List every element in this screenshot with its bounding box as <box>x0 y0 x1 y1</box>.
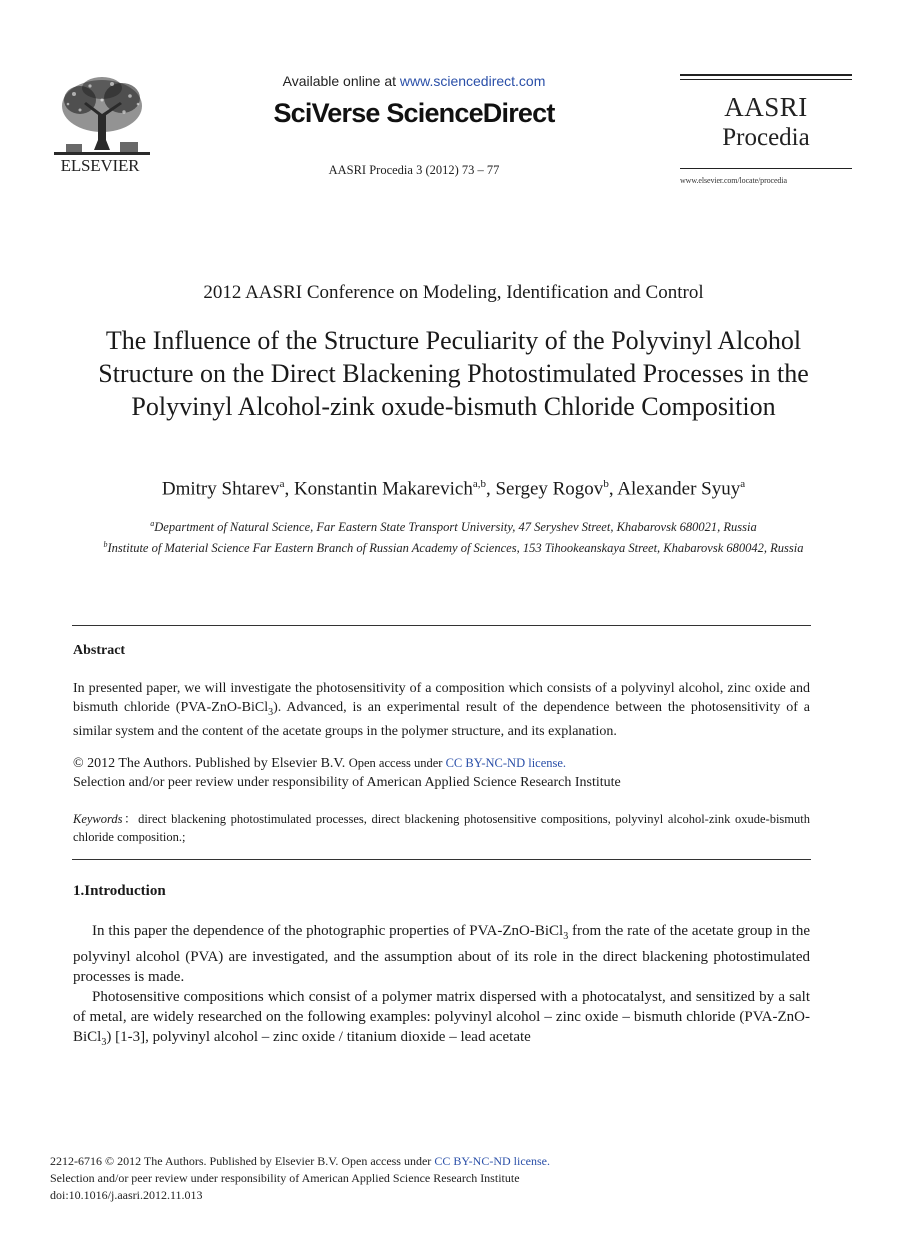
abstract-text-part: In presented paper, we will investigate the photosensitivity of a composition which consists of a polyvinyl alcohol, zinc oxide and bismuth chloride (PVA-ZnO-BiCl <box>73 681 810 715</box>
journal-logo-rule-top-thin <box>680 79 852 80</box>
author-name: Dmitry Shtarev <box>161 478 280 500</box>
footer-license-link[interactable]: CC BY-NC-ND license. <box>434 1154 550 1168</box>
paragraph <box>73 921 810 987</box>
platform-logo: SciVerse ScienceDirect <box>273 98 555 128</box>
affiliation-text: Department of Natural Science, Far Eastern State Transport University, 47 Seryshev Street, Khabarovsk 680021, Russia <box>154 520 757 535</box>
author-affiliation-mark: a <box>279 478 285 490</box>
abstract-text-part: ). Advanced, is an experimental result of the dependence between the photosensitivity of a similar system and the content of the acetate groups in the polymer structure, and its explanation. <box>73 700 811 739</box>
journal-reference: AASRI Procedia 3 (2012) 73 – 77 <box>328 163 500 177</box>
footer-doi[interactable]: doi:10.1016/j.aasri.2012.11.013 <box>50 1188 203 1202</box>
open-access-text: Open access under <box>348 756 446 770</box>
page-footer <box>50 1153 750 1204</box>
affiliation <box>80 536 827 557</box>
abstract-heading: Abstract <box>73 643 126 658</box>
affiliation <box>80 515 827 536</box>
paragraph-text: ) [1-3], polyvinyl alcohol – zinc oxide / titanium dioxide – lead acetate <box>106 1029 531 1045</box>
affiliation-mark: a <box>150 519 155 528</box>
footer-copyright-line <box>50 1153 750 1170</box>
paragraph-text: Photosensitive compositions which consist of a polymer matrix dispersed with a photocatalyst, and sensitized by a salt of metal, are widely researched on the following examples: polyvinyl alcohol – zinc oxide – bismuth chloride (PVA-ZnO-BiCl <box>73 989 810 1045</box>
copyright-line <box>73 754 810 773</box>
abstract-body <box>73 679 810 741</box>
available-prefix: Available online at <box>282 73 400 89</box>
keywords-label: Keywords <box>73 812 123 826</box>
sciencedirect-link[interactable]: www.sciencedirect.com <box>399 73 546 89</box>
paragraph-text: from the rate of the acetate group in the polyvinyl alcohol (PVA) are investigated, and the assumption about of its role in the direct blackening photostimulated processes is made. <box>73 923 810 985</box>
author-list: Dmitry Shtarev$^a$, Konstantin Makarevich$^{a,b}$, Sergey Rogov$^b$, Alexander Syuy$^a$ <box>161 478 746 500</box>
subscript: 3 <box>563 931 569 942</box>
keywords-text: direct blackening photostimulated processes, direct blackening photosensitive compositions, polyvinyl alcohol-zink oxude-bismuth chloride composition.; <box>73 812 810 844</box>
available-online-line <box>180 73 648 89</box>
author-affiliation-mark: a <box>740 478 746 490</box>
journal-logo-box <box>680 74 852 172</box>
affiliation-list <box>80 515 827 557</box>
keywords-block <box>73 810 810 846</box>
subscript: 3 <box>101 1037 107 1048</box>
peer-review-statement: Selection and/or peer review under responsibility of American Applied Science Research Institute <box>73 775 621 790</box>
abstract-top-rule <box>72 625 811 626</box>
section-heading: 1.Introduction <box>73 883 166 899</box>
paragraph-text: In this paper the dependence of the photographic properties of PVA-ZnO-BiCl <box>92 923 564 939</box>
abstract-bottom-rule <box>72 859 811 860</box>
subscript: 3 <box>268 706 274 718</box>
copyright-text: © 2012 The Authors. Published by Elsevier B.V. <box>73 756 349 771</box>
author-name: Sergey Rogov <box>495 478 604 500</box>
footer-open-access-text: Open access under <box>341 1154 435 1168</box>
copyright-block <box>73 754 810 792</box>
paragraph <box>73 987 810 1053</box>
paper-title: The Influence of the Structure Peculiarity of the Polyvinyl Alcohol Structure on the Direct Blackening Photostimulated Processes in the Polyvinyl Alcohol-zink oxude-bismuth Chloride Composition <box>98 326 809 421</box>
footer-peer-review: Selection and/or peer review under responsibility of American Applied Science Research Institute <box>50 1171 520 1185</box>
journal-url[interactable]: www.elsevier.com/locate/procedia <box>680 176 787 185</box>
author-name: Konstantin Makarevich <box>293 478 473 500</box>
conference-name: 2012 AASRI Conference on Modeling, Identification and Control <box>203 282 704 303</box>
affiliation-text: Institute of Material Science Far Eastern Branch of Russian Academy of Sciences, 153 Tihookeanskaya Street, Khabarovsk 680042, Russia <box>107 541 804 556</box>
footer-issn-text: 2212-6716 © 2012 The Authors. Published by Elsevier B.V. <box>50 1154 342 1168</box>
keywords-separator: ： <box>122 812 139 826</box>
author-name: Alexander Syuy <box>617 478 741 500</box>
journal-logo-rule-bottom <box>680 168 852 169</box>
journal-series: Procedia <box>722 124 810 151</box>
tree-emblem-icon <box>50 74 154 158</box>
author-affiliation-mark: a,b <box>472 478 486 490</box>
license-link[interactable]: CC BY-NC-ND license. <box>445 756 567 770</box>
affiliation-mark: b <box>103 540 108 550</box>
author-affiliation-mark: b <box>603 478 609 490</box>
introduction-body <box>73 921 810 1053</box>
journal-name: AASRI <box>724 92 808 122</box>
publisher-wordmark: ELSEVIER <box>60 156 140 175</box>
journal-logo-rule-top <box>680 74 852 76</box>
